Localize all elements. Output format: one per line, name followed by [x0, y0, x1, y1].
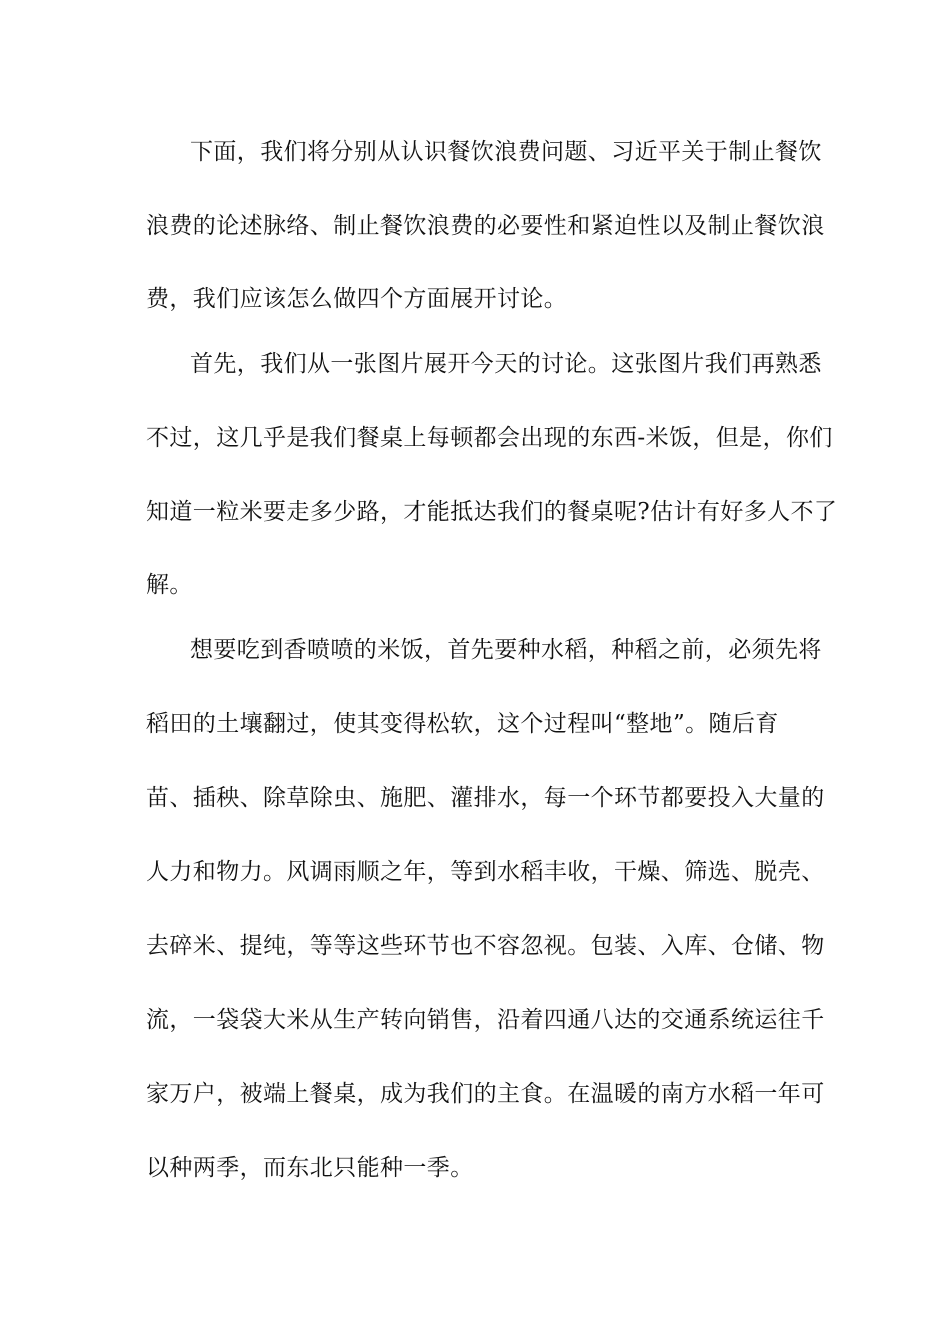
- paragraph-line: 下面，我们将分别从认识餐饮浪费问题、习近平关于制止餐饮: [190, 139, 822, 165]
- paragraph-line: 以种两季，而东北只能种一季。: [146, 1155, 474, 1181]
- paragraph-line: 首先，我们从一张图片展开今天的讨论。这张图片我们再熟悉: [190, 351, 822, 377]
- paragraph-line: 费，我们应该怎么做四个方面展开讨论。: [146, 286, 568, 312]
- paragraph-line: 家万户，被端上餐桌，成为我们的主食。在温暖的南方水稻一年可: [146, 1081, 825, 1107]
- paragraph-line: 浪费的论述脉络、制止餐饮浪费的必要性和紧迫性以及制止餐饮浪: [146, 213, 825, 239]
- paragraph-line: 知道一粒米要走多少路，才能抵达我们的餐桌呢?估计有好多人不了: [146, 499, 838, 525]
- paragraph-line: 去碎米、提纯，等等这些环节也不容忽视。包装、入库、仓储、物: [146, 933, 825, 959]
- paragraph-line: 流，一袋袋大米从生产转向销售，沿着四通八达的交通系统运往千: [146, 1007, 825, 1033]
- paragraph-line: 解。: [146, 572, 193, 598]
- paragraph-line: 不过，这几乎是我们餐桌上每顿都会出现的东西-米饭，但是，你们: [146, 425, 833, 451]
- paragraph-line: 苗、插秧、除草除虫、施肥、灌排水，每一个环节都要投入大量的: [146, 785, 825, 811]
- paragraph-line: 稻田的土壤翻过，使其变得松软，这个过程叫“整地”。随后育: [146, 711, 779, 737]
- paragraph-line: 想要吃到香喷喷的米饭，首先要种水稻，种稻之前，必须先将: [190, 637, 822, 663]
- paragraph-line: 人力和物力。风调雨顺之年，等到水稻丰收，干燥、筛选、脱壳、: [146, 859, 825, 885]
